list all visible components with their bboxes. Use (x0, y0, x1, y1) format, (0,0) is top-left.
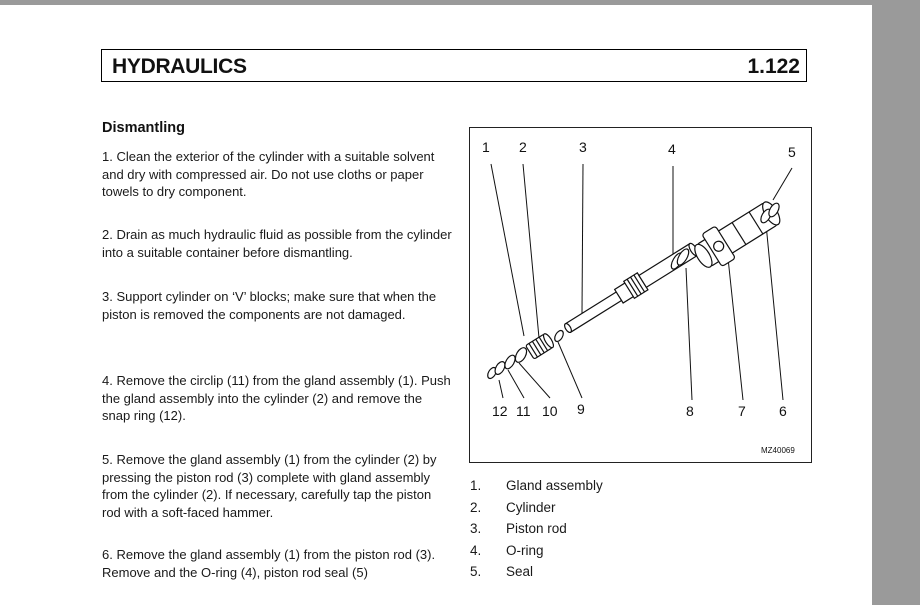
cylinder-exploded-view (470, 128, 813, 464)
parts-legend (470, 478, 770, 586)
step-2: 2. Drain as much hydraulic fluid as possible from the cylinder into a suitable container before dismantling. (102, 227, 452, 260)
callout-10: 10 (542, 403, 558, 419)
step-3: 3. Support cylinder on ‘V’ blocks; make sure that when the piston is removed the components are not damaged. (102, 289, 437, 322)
legend-label: Cylinder (506, 499, 556, 515)
page-header (101, 49, 807, 82)
callout-7: 7 (738, 403, 746, 419)
step-4: 4. Remove the circlip (11) from the gland assembly (1). Push the gland assembly into the cylinder (2) and remove the snap ring (12). (102, 373, 451, 424)
callout-12: 12 (492, 403, 508, 419)
legend-item (470, 564, 770, 586)
page-title: HYDRAULICS (112, 55, 247, 78)
legend-label: Seal (506, 564, 534, 579)
page-number: 1.122 (747, 55, 800, 78)
callout-9: 9 (577, 401, 585, 417)
legend-number: 2. (470, 499, 482, 515)
section-title: Dismantling (102, 120, 185, 136)
callout-1: 1 (482, 139, 490, 155)
legend-item (470, 478, 770, 500)
manual-page (0, 5, 872, 605)
legend-number: 4. (470, 542, 482, 558)
callout-2: 2 (519, 139, 527, 155)
legend-number: 3. (470, 521, 482, 536)
legend-number: 5. (470, 564, 482, 579)
figure-code: MZ40069 (761, 446, 795, 455)
callout-5: 5 (788, 144, 796, 160)
callout-6: 6 (779, 403, 787, 419)
callout-11: 11 (516, 403, 531, 419)
legend-label: Piston rod (506, 521, 567, 536)
legend-label: O-ring (506, 542, 544, 558)
callout-4: 4 (668, 141, 676, 157)
step-6: 6. Remove the gland assembly (1) from the piston rod (3). Remove and the O-ring (4), piston rod seal (5) (102, 547, 436, 580)
callout-8: 8 (686, 403, 694, 419)
exploded-diagram (469, 127, 812, 463)
legend-number: 1. (470, 478, 482, 493)
legend-item (470, 543, 770, 565)
step-1: 1. Clean the exterior of the cylinder with a suitable solvent and dry with compressed air. Do not use cloths or paper towels to dry component. (102, 149, 435, 200)
callout-3: 3 (579, 139, 587, 155)
step-5: 5. Remove the gland assembly (1) from the cylinder (2) by pressing the piston rod (3) complete with gland assembly from the cylinder (2). If necessary, carefully tap the piston rod with a soft-faced hammer. (102, 452, 437, 520)
diagram-parts (486, 194, 786, 380)
legend-label: Gland assembly (506, 478, 603, 493)
legend-item (470, 521, 770, 543)
legend-item (470, 500, 770, 522)
